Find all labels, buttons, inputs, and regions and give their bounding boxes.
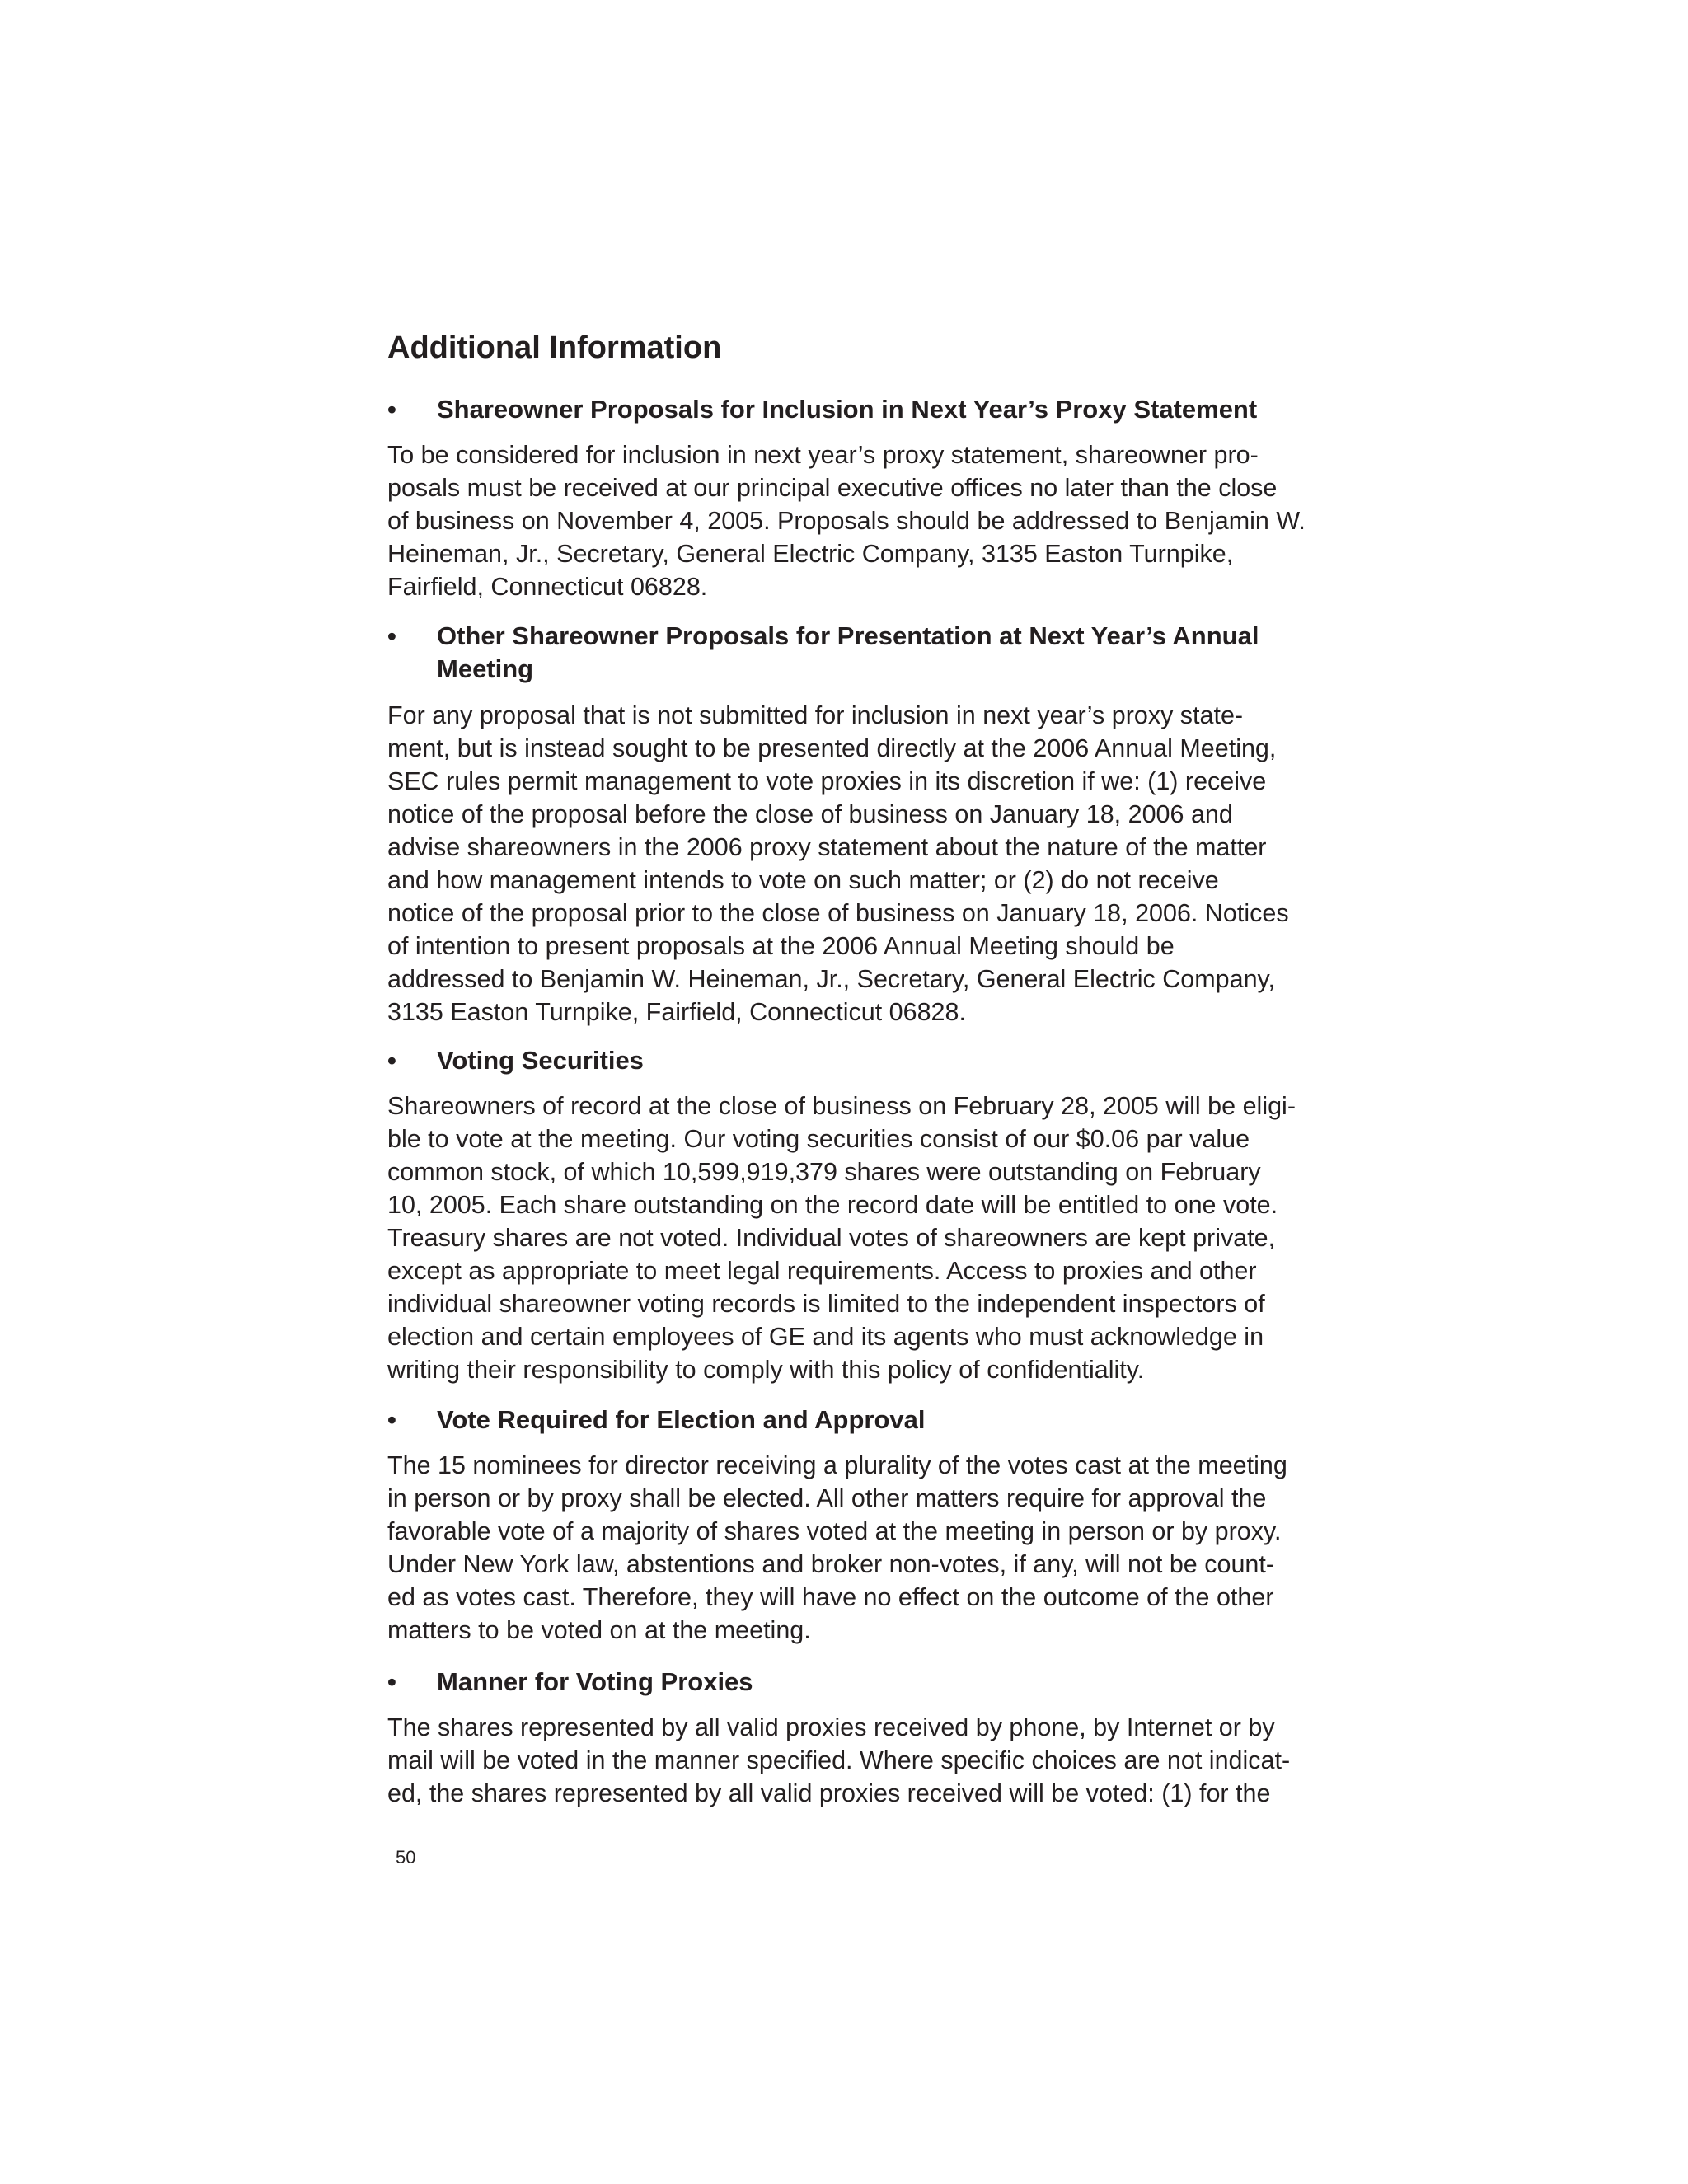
section-body-manner-voting-proxies (387, 1711, 1290, 1810)
bullet-icon: • (387, 1046, 396, 1075)
section-title-text: Voting Securities (437, 1046, 644, 1075)
body-line: mail will be voted in the manner specified. Where specific choices are not indicat- (387, 1746, 1291, 1774)
body-line: common stock, of which 10,599,919,379 shares were outstanding on February (387, 1158, 1261, 1186)
body-line: 3135 Easton Turnpike, Fairfield, Connecticut 06828. (387, 998, 966, 1026)
body-line: SEC rules permit management to vote proxies in its discretion if we: (1) receive (387, 767, 1267, 795)
bullet-icon: • (387, 1405, 396, 1434)
body-line: ment, but is instead sought to be presented directly at the 2006 Annual Meeting, (387, 734, 1277, 762)
body-line: The 15 nominees for director receiving a plurality of the votes cast at the meeting (387, 1451, 1287, 1479)
body-line: notice of the proposal before the close of business on January 18, 2006 and (387, 800, 1233, 828)
page-number: 50 (396, 1847, 416, 1868)
page-heading: Additional Information (387, 330, 722, 365)
body-line: To be considered for inclusion in next year’s proxy statement, shareowner pro- (387, 441, 1259, 469)
body-line: of intention to present proposals at the 2006 Annual Meeting should be (387, 932, 1175, 960)
body-line: addressed to Benjamin W. Heineman, Jr., Secretary, General Electric Company, (387, 965, 1276, 993)
section-title-voting-securities (387, 1044, 644, 1077)
section-title-text: Vote Required for Election and Approval (437, 1405, 926, 1434)
section-title-shareowner-proposals (387, 393, 1257, 426)
body-line: posals must be received at our principal executive offices no later than the close (387, 474, 1278, 502)
body-line: advise shareowners in the 2006 proxy statement about the nature of the matter (387, 833, 1267, 861)
section-body-other-proposals (387, 699, 1289, 1029)
section-title-text: Manner for Voting Proxies (437, 1667, 753, 1696)
section-title-line: Meeting (437, 654, 534, 683)
section-body-voting-securities (387, 1090, 1296, 1386)
body-line: ed, the shares represented by all valid proxies received will be voted: (1) for the (387, 1779, 1271, 1807)
bullet-icon: • (387, 621, 396, 650)
body-line: Shareowners of record at the close of business on February 28, 2005 will be eligi- (387, 1092, 1296, 1120)
section-body-shareowner-proposals (387, 438, 1306, 603)
section-title-other-proposals (387, 620, 1259, 686)
body-line: matters to be voted on at the meeting. (387, 1616, 811, 1644)
body-line: Heineman, Jr., Secretary, General Electric Company, 3135 Easton Turnpike, (387, 540, 1234, 568)
body-line: of business on November 4, 2005. Proposals should be addressed to Benjamin W. (387, 507, 1306, 535)
body-line: The shares represented by all valid proxies received by phone, by Internet or by (387, 1713, 1275, 1741)
section-body-vote-required (387, 1449, 1287, 1647)
body-line: individual shareowner voting records is limited to the independent inspectors of (387, 1290, 1265, 1318)
body-line: except as appropriate to meet legal requirements. Access to proxies and other (387, 1257, 1257, 1285)
body-line: For any proposal that is not submitted for inclusion in next year’s proxy state- (387, 701, 1244, 729)
body-line: and how management intends to vote on such matter; or (2) do not receive (387, 866, 1219, 894)
section-title-manner-voting-proxies (387, 1666, 753, 1699)
body-line: Under New York law, abstentions and broker non-votes, if any, will not be count- (387, 1550, 1275, 1578)
body-line: writing their responsibility to comply with this policy of confidentiality. (387, 1356, 1145, 1384)
section-title-vote-required (387, 1404, 926, 1436)
body-line: ed as votes cast. Therefore, they will have no effect on the outcome of the other (387, 1583, 1274, 1611)
body-line: election and certain employees of GE and its agents who must acknowledge in (387, 1323, 1264, 1351)
body-line: ble to vote at the meeting. Our voting securities consist of our $0.06 par value (387, 1125, 1250, 1153)
body-line: 10, 2005. Each share outstanding on the record date will be entitled to one vote. (387, 1191, 1278, 1219)
bullet-icon: • (387, 395, 396, 424)
body-line: in person or by proxy shall be elected. All other matters require for approval the (387, 1484, 1267, 1512)
section-title-text (437, 620, 1259, 686)
section-title-text: Shareowner Proposals for Inclusion in Next Year’s Proxy Statement (437, 395, 1258, 424)
bullet-icon: • (387, 1667, 396, 1696)
section-title-line: Other Shareowner Proposals for Presentation at Next Year’s Annual (437, 621, 1259, 650)
body-line: favorable vote of a majority of shares voted at the meeting in person or by proxy. (387, 1517, 1282, 1545)
body-line: notice of the proposal prior to the close of business on January 18, 2006. Notices (387, 899, 1289, 927)
body-line: Fairfield, Connecticut 06828. (387, 573, 708, 601)
body-line: Treasury shares are not voted. Individual votes of shareowners are kept private, (387, 1224, 1276, 1252)
